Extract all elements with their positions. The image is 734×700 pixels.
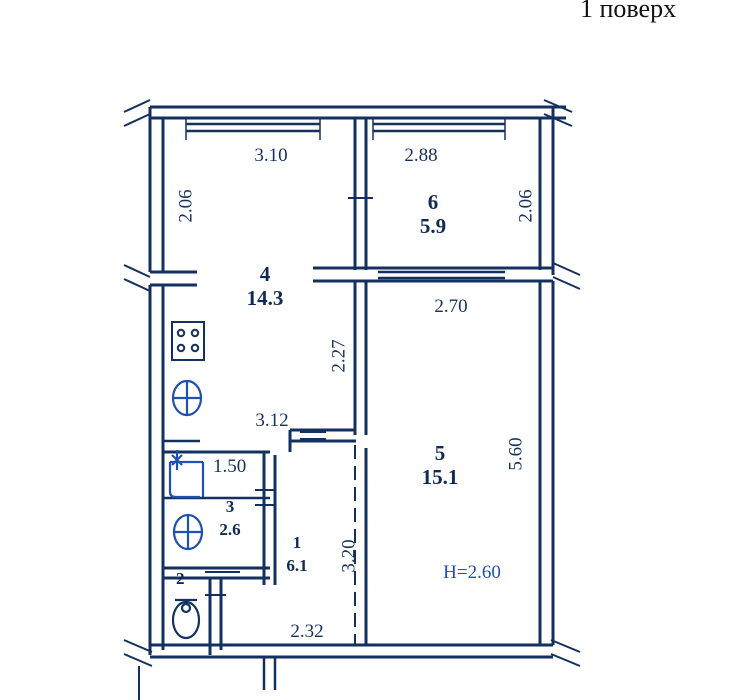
stove-icon <box>172 322 204 360</box>
dimension-corridor-vertical: 2.27 <box>328 339 350 373</box>
dimension-left-upper: 2.06 <box>175 189 197 223</box>
room-5-number: 5 <box>434 441 446 465</box>
room-1-number: 1 <box>292 533 302 552</box>
room-5-area: 15.1 <box>421 465 459 489</box>
room-6-area: 5.9 <box>419 214 447 238</box>
page-title: 1 поверх <box>580 0 677 23</box>
room-3-number: 3 <box>225 497 235 516</box>
toilet-icon <box>173 600 199 638</box>
dimension-bottom: 2.32 <box>290 621 324 642</box>
washbasin-icon <box>174 515 202 549</box>
dimension-bath-width: 1.50 <box>213 456 247 477</box>
room-6-number: 6 <box>427 190 439 214</box>
room-4-area: 14.3 <box>246 286 284 310</box>
room-4-number: 4 <box>259 262 271 286</box>
room-1-area: 6.1 <box>286 556 308 575</box>
ceiling-height-label: H=2.60 <box>443 562 501 583</box>
dimension-top-right: 2.88 <box>404 145 438 166</box>
dimension-mid-right: 2.70 <box>434 296 468 317</box>
dimension-corridor-horizontal: 3.12 <box>255 410 289 431</box>
dimension-right-height: 5.60 <box>505 437 527 471</box>
dimension-top-left: 3.10 <box>254 145 288 166</box>
room-3-area: 2.6 <box>219 520 241 539</box>
bathtub-icon <box>170 450 203 497</box>
room-2-number: 2 <box>176 569 185 588</box>
kitchen-sink-icon <box>173 381 201 415</box>
dimension-hall-vertical: 3.20 <box>338 539 360 573</box>
dimension-right-upper: 2.06 <box>515 189 537 223</box>
